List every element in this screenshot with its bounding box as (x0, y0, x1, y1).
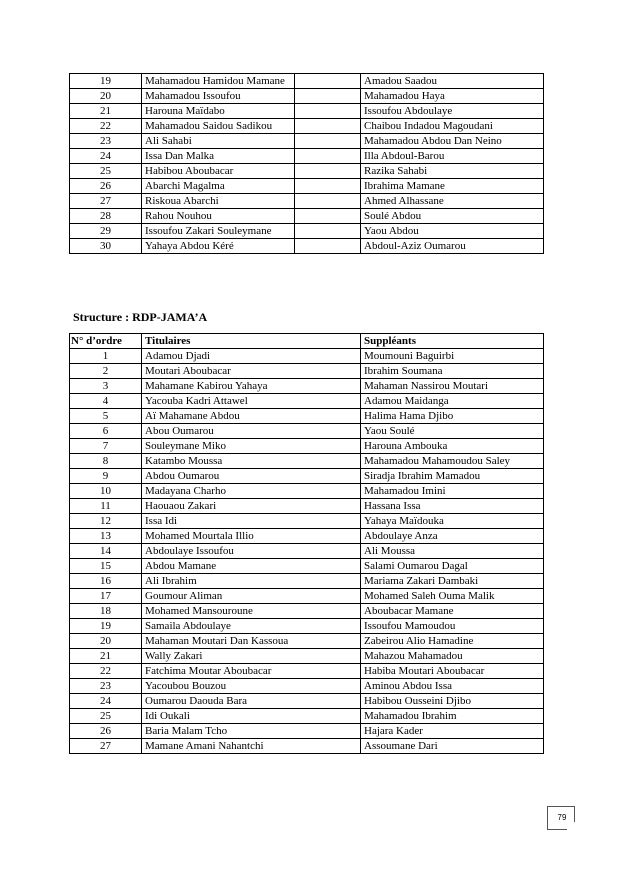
suppleant-name: Issoufou Abdoulaye (361, 104, 544, 119)
titulaire-name: Baria Malam Tcho (142, 724, 361, 739)
titulaire-name: Issa Dan Malka (142, 149, 295, 164)
row-number: 23 (70, 134, 142, 149)
header-suppleants: Suppléants (361, 334, 544, 349)
titulaire-name: Madayana Charho (142, 484, 361, 499)
titulaire-name: Rahou Nouhou (142, 209, 295, 224)
rdp-jamaa-table (69, 333, 544, 754)
row-number: 3 (70, 379, 142, 394)
titulaire-name: Issa Idi (142, 514, 361, 529)
table-header-row (70, 334, 544, 349)
table-row (70, 209, 544, 224)
titulaire-name: Mahamane Kabirou Yahaya (142, 379, 361, 394)
table-row (70, 89, 544, 104)
table-row (70, 424, 544, 439)
empty-cell (295, 239, 361, 254)
row-number: 30 (70, 239, 142, 254)
table-row (70, 694, 544, 709)
titulaire-name: Ali Sahabi (142, 134, 295, 149)
row-number: 9 (70, 469, 142, 484)
suppleant-name: Mahamadou Abdou Dan Neino (361, 134, 544, 149)
header-num: N° d’ordre (70, 334, 142, 349)
titulaire-name: Harouna Maïdabo (142, 104, 295, 119)
table-row (70, 514, 544, 529)
table-row (70, 349, 544, 364)
titulaire-name: Abdou Oumarou (142, 469, 361, 484)
header-titulaires: Titulaires (142, 334, 361, 349)
suppleant-name: Amadou Saadou (361, 74, 544, 89)
suppleant-name: Illa Abdoul-Barou (361, 149, 544, 164)
titulaire-name: Mahaman Moutari Dan Kassoua (142, 634, 361, 649)
table-row (70, 409, 544, 424)
row-number: 6 (70, 424, 142, 439)
suppleant-name: Mahamadou Haya (361, 89, 544, 104)
suppleant-name: Mahamadou Mahamoudou Saley (361, 454, 544, 469)
suppleant-name: Mahaman Nassirou Moutari (361, 379, 544, 394)
row-number: 28 (70, 209, 142, 224)
table-row (70, 499, 544, 514)
empty-cell (295, 134, 361, 149)
suppleant-name: Assoumane Dari (361, 739, 544, 754)
suppleant-name: Habibou Ousseini Djibo (361, 694, 544, 709)
suppleant-name: Issoufou Mamoudou (361, 619, 544, 634)
table-row (70, 604, 544, 619)
titulaire-name: Mohamed Mansouroune (142, 604, 361, 619)
page-number: 79 (557, 813, 567, 822)
table-row (70, 74, 544, 89)
suppleant-name: Moumouni Baguirbi (361, 349, 544, 364)
row-number: 8 (70, 454, 142, 469)
table-row (70, 454, 544, 469)
table-row (70, 164, 544, 179)
table-row (70, 664, 544, 679)
empty-cell (295, 149, 361, 164)
suppleant-name: Ali Moussa (361, 544, 544, 559)
row-number: 10 (70, 484, 142, 499)
suppleant-name: Habiba Moutari Aboubacar (361, 664, 544, 679)
table-row (70, 619, 544, 634)
row-number: 15 (70, 559, 142, 574)
table-row (70, 634, 544, 649)
empty-cell (295, 224, 361, 239)
titulaire-name: Katambo Moussa (142, 454, 361, 469)
titulaire-name: Riskoua Abarchi (142, 194, 295, 209)
suppleant-name: Yaou Soulé (361, 424, 544, 439)
suppleant-name: Siradja Ibrahim Mamadou (361, 469, 544, 484)
row-number: 29 (70, 224, 142, 239)
suppleant-name: Ibrahim Soumana (361, 364, 544, 379)
empty-cell (295, 209, 361, 224)
titulaire-name: Mamane Amani Nahantchi (142, 739, 361, 754)
titulaire-name: Issoufou Zakari Souleymane (142, 224, 295, 239)
empty-cell (295, 104, 361, 119)
table-row (70, 484, 544, 499)
empty-cell (295, 89, 361, 104)
table-row (70, 679, 544, 694)
suppleant-name: Mahazou Mahamadou (361, 649, 544, 664)
suppleant-name: Abdoul-Aziz Oumarou (361, 239, 544, 254)
table-body (70, 74, 544, 254)
row-number: 22 (70, 119, 142, 134)
titulaires-table-continued (69, 73, 544, 254)
row-number: 20 (70, 89, 142, 104)
titulaire-name: Ali Ibrahim (142, 574, 361, 589)
row-number: 7 (70, 439, 142, 454)
titulaire-name: Samaila Abdoulaye (142, 619, 361, 634)
titulaire-name: Wally Zakari (142, 649, 361, 664)
suppleant-name: Aminou Abdou Issa (361, 679, 544, 694)
row-number: 13 (70, 529, 142, 544)
row-number: 5 (70, 409, 142, 424)
row-number: 26 (70, 724, 142, 739)
table-row (70, 529, 544, 544)
titulaire-name: Mahamadou Hamidou Mamane (142, 74, 295, 89)
titulaire-name: Moutari Aboubacar (142, 364, 361, 379)
table-row (70, 134, 544, 149)
empty-cell (295, 119, 361, 134)
row-number: 26 (70, 179, 142, 194)
suppleant-name: Salami Oumarou Dagal (361, 559, 544, 574)
page-corner-fold (567, 822, 575, 830)
suppleant-name: Razika Sahabi (361, 164, 544, 179)
row-number: 18 (70, 604, 142, 619)
table-row (70, 104, 544, 119)
row-number: 1 (70, 349, 142, 364)
row-number: 19 (70, 74, 142, 89)
table-row (70, 224, 544, 239)
titulaire-name: Habibou Aboubacar (142, 164, 295, 179)
titulaire-name: Aï Mahamane Abdou (142, 409, 361, 424)
suppleant-name: Soulé Abdou (361, 209, 544, 224)
table-row (70, 364, 544, 379)
table-row (70, 709, 544, 724)
table-row (70, 379, 544, 394)
row-number: 11 (70, 499, 142, 514)
titulaire-name: Abarchi Magalma (142, 179, 295, 194)
table-row (70, 439, 544, 454)
table-row (70, 179, 544, 194)
titulaire-name: Abdou Mamane (142, 559, 361, 574)
titulaire-name: Souleymane Miko (142, 439, 361, 454)
suppleant-name: Ibrahima Mamane (361, 179, 544, 194)
titulaire-name: Goumour Aliman (142, 589, 361, 604)
table-row (70, 649, 544, 664)
suppleant-name: Aboubacar Mamane (361, 604, 544, 619)
suppleant-name: Hassana Issa (361, 499, 544, 514)
table-row (70, 194, 544, 209)
row-number: 4 (70, 394, 142, 409)
suppleant-name: Mahamadou Imini (361, 484, 544, 499)
suppleant-name: Adamou Maidanga (361, 394, 544, 409)
suppleant-name: Yaou Abdou (361, 224, 544, 239)
suppleant-name: Yahaya Maïdouka (361, 514, 544, 529)
suppleant-name: Hajara Kader (361, 724, 544, 739)
suppleant-name: Ahmed Alhassane (361, 194, 544, 209)
table-row (70, 739, 544, 754)
suppleant-name: Abdoulaye Anza (361, 529, 544, 544)
suppleant-name: Mahamadou Ibrahim (361, 709, 544, 724)
titulaire-name: Mahamadou Issoufou (142, 89, 295, 104)
structure-label: Structure : RDP-JAMA’A (73, 310, 208, 324)
titulaire-name: Mahamadou Saidou Sadikou (142, 119, 295, 134)
page-number-box (547, 806, 575, 830)
table-row (70, 724, 544, 739)
titulaire-name: Haouaou Zakari (142, 499, 361, 514)
row-number: 14 (70, 544, 142, 559)
titulaire-name: Oumarou Daouda Bara (142, 694, 361, 709)
suppleant-name: Mohamed Saleh Ouma Malik (361, 589, 544, 604)
row-number: 2 (70, 364, 142, 379)
titulaire-name: Adamou Djadi (142, 349, 361, 364)
suppleant-name: Zabeirou Alio Hamadine (361, 634, 544, 649)
table-row (70, 149, 544, 164)
suppleant-name: Harouna Ambouka (361, 439, 544, 454)
titulaire-name: Yahaya Abdou Kéré (142, 239, 295, 254)
table-row (70, 239, 544, 254)
row-number: 24 (70, 694, 142, 709)
empty-cell (295, 164, 361, 179)
titulaire-name: Yacoubou Bouzou (142, 679, 361, 694)
titulaire-name: Fatchima Moutar Aboubacar (142, 664, 361, 679)
row-number: 25 (70, 709, 142, 724)
row-number: 20 (70, 634, 142, 649)
row-number: 25 (70, 164, 142, 179)
table-row (70, 559, 544, 574)
empty-cell (295, 179, 361, 194)
suppleant-name: Mariama Zakari Dambaki (361, 574, 544, 589)
table-row (70, 589, 544, 604)
suppleant-name: Chaibou Indadou Magoudani (361, 119, 544, 134)
row-number: 19 (70, 619, 142, 634)
row-number: 21 (70, 649, 142, 664)
empty-cell (295, 194, 361, 209)
table-row (70, 544, 544, 559)
table-row (70, 394, 544, 409)
row-number: 27 (70, 194, 142, 209)
titulaire-name: Yacouba Kadri Attawel (142, 394, 361, 409)
titulaire-name: Abou Oumarou (142, 424, 361, 439)
row-number: 21 (70, 104, 142, 119)
row-number: 16 (70, 574, 142, 589)
table-row (70, 119, 544, 134)
titulaire-name: Idi Oukali (142, 709, 361, 724)
row-number: 22 (70, 664, 142, 679)
table-body (70, 349, 544, 754)
empty-cell (295, 74, 361, 89)
table-row (70, 469, 544, 484)
table-row (70, 574, 544, 589)
titulaire-name: Mohamed Mourtala Illio (142, 529, 361, 544)
row-number: 12 (70, 514, 142, 529)
titulaire-name: Abdoulaye Issoufou (142, 544, 361, 559)
suppleant-name: Halima Hama Djibo (361, 409, 544, 424)
row-number: 24 (70, 149, 142, 164)
row-number: 27 (70, 739, 142, 754)
row-number: 17 (70, 589, 142, 604)
row-number: 23 (70, 679, 142, 694)
